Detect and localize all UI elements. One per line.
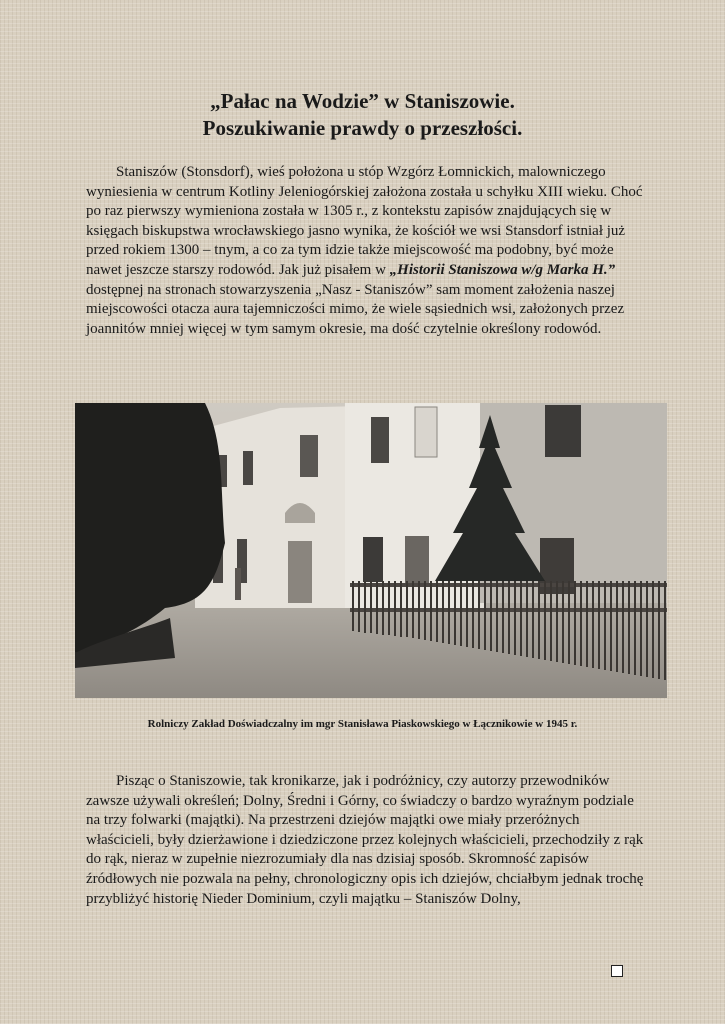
paragraph-history (86, 772, 646, 909)
paragraph-intro (86, 163, 646, 339)
paragraph-intro-text-a: Staniszów (Stonsdorf), wieś położona u stóp Wzgórz Łomnickich, malowniczego wyniesienia w centrum Kotliny Jeleniogórskiej założona została u schyłku XIII wieku. Choć po raz pierwszy wymieniona została w 1305 r., z kontekstu zapisów znajdujących się w księgach biskupstwa wrocławskiego jasno wynika, że kościół we wsi Stansdorf istniał już przed rokiem 1300 – tnym, a co za tym idzie także miejscowość ma podobny, być może nawet jeszcze starszy rodowód. Jak już pisałem w (86, 164, 643, 278)
paragraph-intro-reference: „Historii Staniszowa w/g Marka H.” (389, 261, 616, 278)
paragraph-intro-text-b: dostępnej na stronach stowarzyszenia „Nasz - Staniszów” sam moment założenia naszej miejscowości otacza aura tajemniczości mimo, że wiele sąsiednich wsi, założonych przez joannitów mniej więcej w tym samym okresie, ma dość czytelnie określony rodowód. (86, 281, 625, 337)
page-title (0, 88, 725, 142)
title-line-2: Poszukiwanie prawdy o przeszłości. (202, 116, 523, 140)
photo-caption: Rolniczy Zakład Doświadczalny im mgr Stanisława Piaskowskiego w Łącznikowie w 1945 r. (147, 718, 578, 730)
building-photo-icon (75, 403, 667, 698)
historic-building-photo (75, 403, 667, 698)
page-checkbox[interactable] (611, 965, 623, 977)
paragraph-history-text: Pisząc o Staniszowie, tak kronikarze, jak i podróżnicy, czy autorzy przewodników zawsze używali określeń; Dolny, Średni i Górny, co świadczy o bardzo wyraźnym podziale na trzy folwarki (majątki). Na przestrzeni dziejów majątki owe miały przeróżnych właścicieli, były dzierżawione i dziedziczone przez kolejnych właścicieli, przechodziły z rąk do rąk, nieraz w zupełnie niezrozumiały dla nas dzisiaj sposób. Skromność zapisów źródłowych nie pozwala na pełny, chronologiczny opis ich dziejów, chciałbym jednak trochę przybliżyć historię Nieder Dominium, czyli majątku – Staniszów Dolny, (86, 773, 644, 907)
title-line-1: „Pałac na Wodzie” w Staniszowie. (210, 89, 515, 113)
